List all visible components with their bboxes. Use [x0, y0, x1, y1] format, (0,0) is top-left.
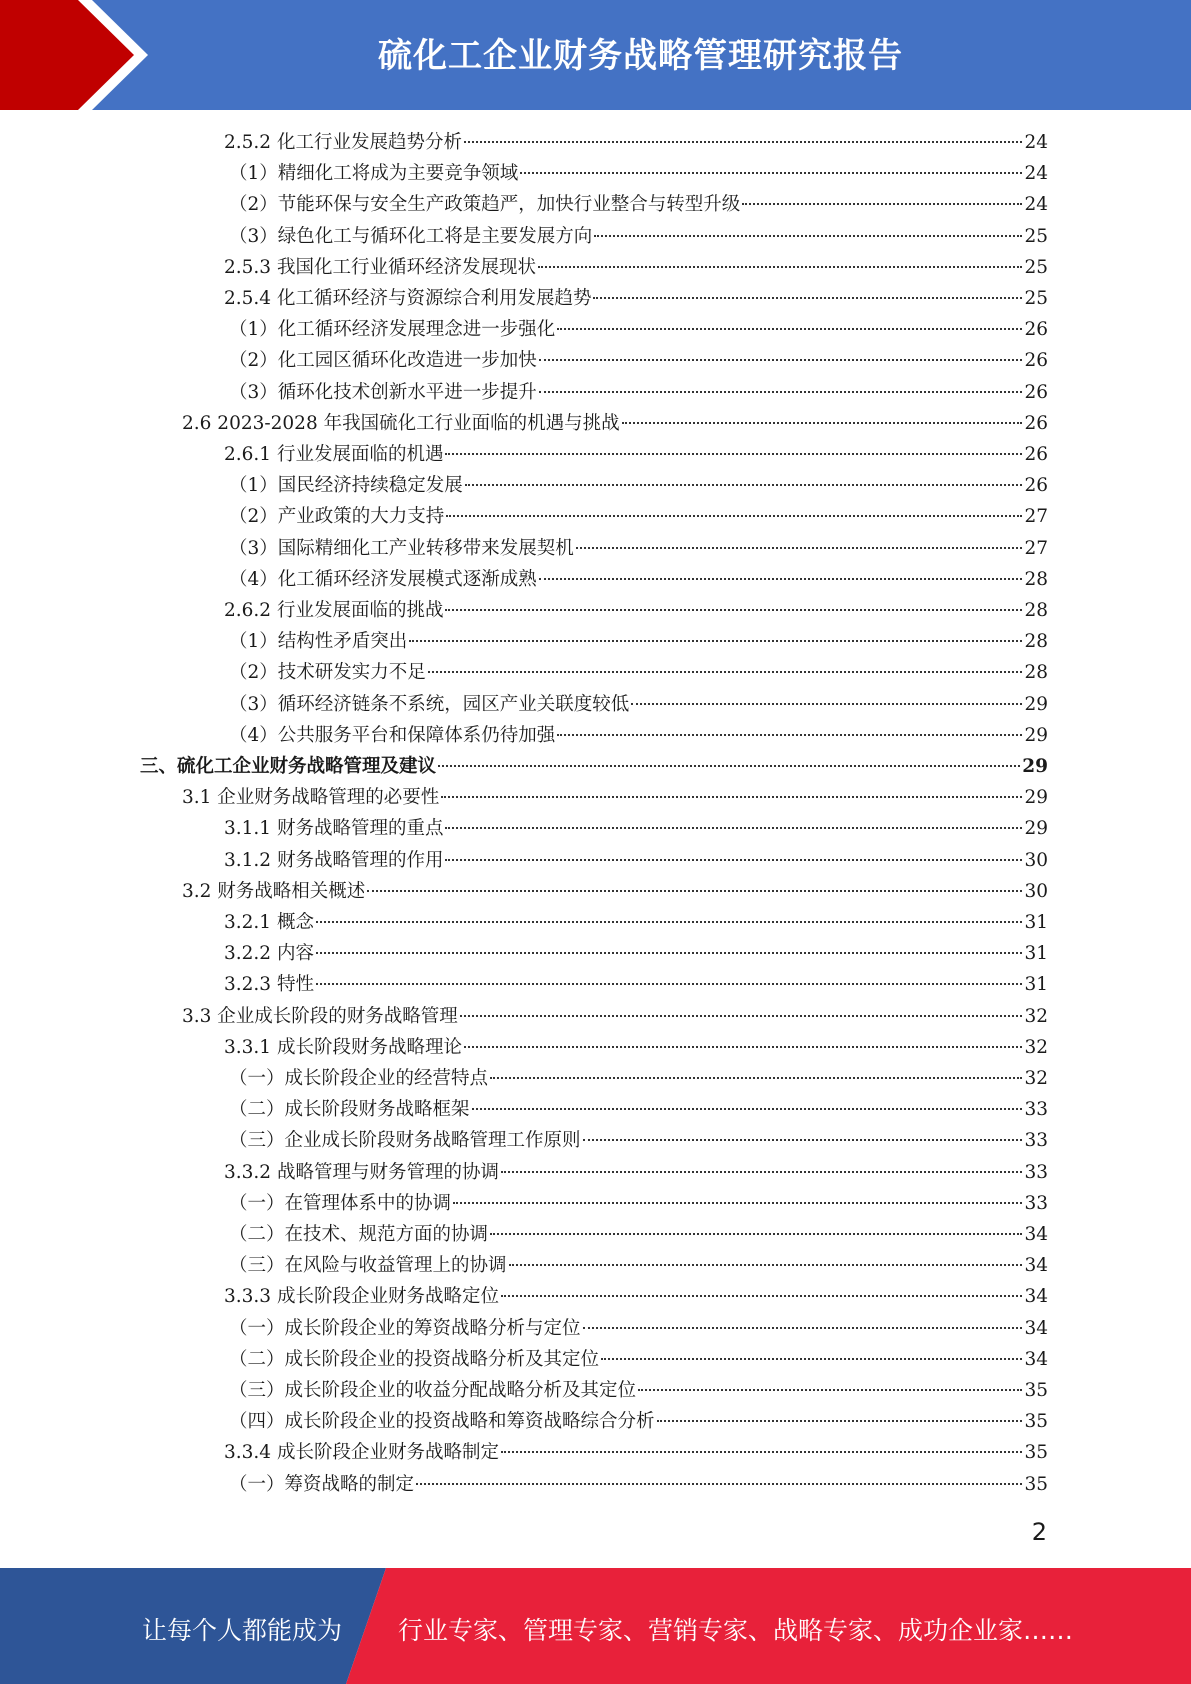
toc-entry-page: 24 — [1024, 163, 1048, 185]
toc-entry-page: 26 — [1024, 381, 1048, 403]
toc-entry-title: （1）精细化工将成为主要竞争领域 — [229, 163, 519, 185]
toc-dot-leader — [445, 609, 1022, 611]
toc-entry-title: 2.5.2 化工行业发展趋势分析 — [224, 132, 462, 153]
toc-dot-leader — [509, 1264, 1023, 1266]
toc-entry-page: 29 — [1024, 693, 1048, 715]
toc-dot-leader — [583, 1139, 1023, 1141]
toc-entry[interactable] — [229, 533, 1048, 564]
toc-entry[interactable] — [229, 564, 1048, 595]
toc-entry[interactable] — [229, 1219, 1048, 1250]
toc-entry-title: （2）化工园区循环化改造进一步加快 — [229, 350, 537, 372]
toc-entry-title: （一）成长阶段企业的经营特点 — [229, 1068, 489, 1089]
toc-entry-title: 3.3.1 成长阶段财务战略理论 — [224, 1036, 462, 1058]
toc-entry[interactable] — [224, 1437, 1048, 1468]
toc-entry-page: 33 — [1024, 1099, 1048, 1121]
toc-entry-page: 34 — [1024, 1224, 1048, 1245]
toc-dot-leader — [583, 1327, 1023, 1329]
toc-entry-page: 32 — [1024, 1068, 1048, 1089]
toc-entry[interactable] — [224, 845, 1048, 876]
toc-entry-title: （3）循环化技术创新水平进一步提升 — [229, 381, 537, 403]
toc-entry[interactable] — [224, 907, 1048, 938]
toc-entry[interactable] — [229, 1406, 1048, 1437]
toc-entry-page: 31 — [1024, 943, 1048, 965]
toc-entry-title: 3.3.4 成长阶段企业财务战略制定 — [224, 1442, 499, 1464]
toc-entry-page: 33 — [1024, 1161, 1048, 1183]
toc-entry-title: （4）公共服务平台和保障体系仍待加强 — [229, 724, 556, 746]
toc-entry-title: （1）结构性矛盾突出 — [229, 631, 408, 653]
toc-entry-page: 33 — [1024, 1192, 1048, 1214]
toc-entry[interactable] — [224, 1157, 1048, 1188]
toc-entry-page: 26 — [1024, 444, 1048, 465]
toc-entry[interactable] — [229, 501, 1048, 532]
toc-entry-title: （4）化工循环经济发展模式逐渐成熟 — [229, 568, 537, 590]
toc-dot-leader — [428, 671, 1023, 673]
toc-dot-leader — [557, 734, 1022, 736]
toc-entry[interactable] — [182, 876, 1048, 907]
toc-entry-title: （三）在风险与收益管理上的协调 — [229, 1255, 507, 1277]
toc-entry[interactable] — [140, 751, 1048, 782]
toc-entry-title: （三）企业成长阶段财务战略管理工作原则 — [229, 1130, 581, 1152]
toc-entry[interactable] — [229, 657, 1048, 688]
toc-dot-leader — [460, 1015, 1023, 1017]
toc-entry[interactable] — [229, 1469, 1048, 1500]
toc-entry-page: 24 — [1024, 132, 1048, 153]
toc-entry-title: （3）绿色化工与循环化工将是主要发展方向 — [229, 225, 593, 247]
toc-dot-leader — [464, 1046, 1022, 1048]
toc-entry-title: （四）成长阶段企业的投资战略和筹资战略综合分析 — [229, 1411, 655, 1433]
toc-entry[interactable] — [229, 626, 1048, 657]
toc-entry-title: （二）在技术、规范方面的协调 — [229, 1224, 489, 1245]
footer-slogan-left: 让每个人都能成为 — [142, 1616, 343, 1645]
toc-entry-page: 29 — [1022, 756, 1048, 777]
toc-entry-title: （3）循环经济链条不系统，园区产业关联度较低 — [229, 693, 630, 715]
toc-entry-page: 28 — [1024, 568, 1048, 590]
toc-entry-page: 34 — [1024, 1286, 1048, 1308]
toc-entry-title: （一）成长阶段企业的筹资战略分析与定位 — [229, 1317, 581, 1339]
toc-entry-title: 2.5.3 我国化工行业循环经济发展现状 — [224, 256, 536, 278]
toc-entry-page: 35 — [1024, 1442, 1048, 1464]
toc-entry-title: （二）成长阶段企业的投资战略分析及其定位 — [229, 1348, 600, 1370]
toc-dot-leader — [316, 983, 1023, 985]
toc-dot-leader — [501, 1295, 1022, 1297]
toc-dot-leader — [490, 1233, 1022, 1235]
toc-entry-title: （1）国民经济持续稳定发展 — [229, 475, 463, 497]
toc-entry-title: （2）节能环保与安全生产政策趋严，加快行业整合与转型升级 — [229, 194, 741, 216]
toc-dot-leader — [367, 890, 1022, 892]
toc-entry-title: 3.2.2 内容 — [224, 943, 314, 965]
toc-entry-title: 3.2.3 特性 — [224, 974, 314, 996]
toc-entry-page: 34 — [1024, 1348, 1048, 1370]
toc-dot-leader — [538, 266, 1022, 268]
toc-entry-page: 30 — [1024, 849, 1048, 871]
page-number: 2 — [1031, 1518, 1047, 1546]
toc-entry[interactable] — [182, 782, 1048, 813]
toc-entry[interactable] — [229, 1344, 1048, 1375]
toc-entry[interactable] — [229, 1375, 1048, 1406]
toc-entry[interactable] — [229, 189, 1048, 220]
toc-entry-title: 2.5.4 化工循环经济与资源综合利用发展趋势 — [224, 288, 592, 309]
toc-entry-title: （1）化工循环经济发展理念进一步强化 — [229, 319, 556, 341]
toc-dot-leader — [601, 1358, 1022, 1360]
toc-entry-title: 3.1.1 财务战略管理的重点 — [224, 818, 444, 840]
toc-dot-leader — [416, 1483, 1022, 1485]
toc-entry-page: 32 — [1024, 1005, 1048, 1027]
toc-entry-page: 28 — [1024, 662, 1048, 684]
toc-entry[interactable] — [229, 689, 1048, 720]
toc-entry-page: 35 — [1024, 1473, 1048, 1495]
toc-entry-page: 27 — [1024, 506, 1048, 528]
toc-dot-leader — [464, 141, 1022, 143]
toc-dot-leader — [539, 391, 1023, 393]
report-title: 硫化工企业财务战略管理研究报告 — [378, 36, 903, 76]
toc-entry[interactable] — [182, 1001, 1048, 1032]
toc-entry-title: （一）在管理体系中的协调 — [229, 1192, 452, 1214]
toc-dot-leader — [539, 359, 1023, 361]
toc-dot-leader — [501, 1451, 1022, 1453]
toc-dot-leader — [472, 1108, 1023, 1110]
toc-entry-page: 33 — [1024, 1130, 1048, 1152]
toc-dot-leader — [638, 1389, 1022, 1391]
toc-entry-title: （2）产业政策的大力支持 — [229, 506, 445, 528]
toc-dot-leader — [453, 1202, 1022, 1204]
toc-entry[interactable] — [224, 813, 1048, 844]
toc-entry[interactable] — [182, 408, 1048, 439]
toc-entry[interactable] — [224, 1032, 1048, 1063]
toc-entry[interactable] — [224, 938, 1048, 969]
toc-entry-title: 2.6 2023-2028 年我国硫化工行业面临的机遇与挑战 — [182, 412, 620, 434]
toc-entry-page: 26 — [1024, 475, 1048, 497]
toc-dot-leader — [445, 827, 1022, 829]
toc-dot-leader — [594, 235, 1022, 237]
toc-dot-leader — [622, 422, 1023, 424]
toc-entry[interactable] — [229, 1063, 1048, 1094]
toc-entry-title: 3.1 企业财务战略管理的必要性 — [182, 787, 440, 809]
toc-entry-page: 34 — [1024, 1255, 1048, 1277]
toc-dot-leader — [539, 578, 1023, 580]
toc-entry-title: 3.2.1 概念 — [224, 912, 314, 933]
footer-slogan-right: 行业专家、管理专家、营销专家、战略专家、成功企业家…… — [398, 1616, 1074, 1645]
toc-entry-page: 28 — [1024, 631, 1048, 653]
toc-entry[interactable] — [224, 252, 1048, 283]
toc-dot-leader — [657, 1420, 1023, 1422]
toc-entry-title: 3.1.2 财务战略管理的作用 — [224, 849, 444, 871]
toc-entry-title: 3.2 财务战略相关概述 — [182, 880, 366, 902]
toc-dot-leader — [316, 921, 1023, 923]
toc-dot-leader — [631, 703, 1022, 705]
toc-entry-page: 29 — [1024, 787, 1048, 809]
toc-entry-page: 26 — [1024, 350, 1048, 372]
toc-dot-leader — [490, 1077, 1022, 1079]
toc-entry-title: （3）国际精细化工产业转移带来发展契机 — [229, 537, 574, 559]
toc-entry[interactable] — [229, 377, 1048, 408]
toc-entry-page: 35 — [1024, 1411, 1048, 1433]
toc-dot-leader — [446, 515, 1022, 517]
toc-entry[interactable] — [224, 1281, 1048, 1312]
toc-entry[interactable] — [229, 470, 1048, 501]
toc-entry-page: 27 — [1024, 537, 1048, 559]
page-footer — [0, 1568, 1191, 1684]
toc-entry-title: 3.3.3 成长阶段企业财务战略定位 — [224, 1286, 499, 1308]
toc-dot-leader — [465, 484, 1023, 486]
toc-dot-leader — [557, 328, 1022, 330]
toc-dot-leader — [441, 796, 1022, 798]
toc-entry-title: （2）技术研发实力不足 — [229, 662, 426, 684]
toc-entry[interactable] — [229, 345, 1048, 376]
toc-entry[interactable] — [229, 1250, 1048, 1281]
toc-dot-leader — [742, 203, 1022, 205]
toc-entry-title: 3.3 企业成长阶段的财务战略管理 — [182, 1005, 458, 1027]
toc-entry-page: 25 — [1024, 225, 1048, 247]
toc-entry[interactable] — [224, 439, 1048, 470]
toc-entry-page: 29 — [1024, 818, 1048, 840]
toc-entry-title: （三）成长阶段企业的收益分配战略分析及其定位 — [229, 1380, 637, 1401]
toc-entry-page: 25 — [1024, 288, 1048, 309]
toc-entry-page: 28 — [1024, 600, 1048, 621]
toc-entry-page: 29 — [1024, 724, 1048, 746]
toc-entry-title: 三、硫化工企业财务战略管理及建议 — [140, 756, 437, 777]
toc-entry-page: 26 — [1024, 412, 1048, 434]
toc-entry-page: 34 — [1024, 1317, 1048, 1339]
toc-entry[interactable] — [229, 1188, 1048, 1219]
toc-dot-leader — [445, 453, 1022, 455]
toc-entry-page: 25 — [1024, 256, 1048, 278]
toc-entry[interactable] — [229, 1094, 1048, 1125]
toc-entry[interactable] — [224, 127, 1048, 158]
toc-entry[interactable] — [224, 283, 1048, 314]
toc-entry-page: 30 — [1024, 880, 1048, 902]
toc-dot-leader — [593, 297, 1022, 299]
toc-entry-page: 26 — [1024, 319, 1048, 341]
toc-entry[interactable] — [224, 595, 1048, 626]
toc-dot-leader — [445, 859, 1022, 861]
toc-entry-page: 32 — [1024, 1036, 1048, 1058]
toc-entry[interactable] — [229, 221, 1048, 252]
toc-entry[interactable] — [229, 1313, 1048, 1344]
toc-entry-title: （一）筹资战略的制定 — [229, 1473, 415, 1495]
toc-entry-title: 3.3.2 战略管理与财务管理的协调 — [224, 1161, 499, 1183]
toc-dot-leader — [520, 172, 1022, 174]
toc-entry-page: 31 — [1024, 912, 1048, 933]
toc-entry-page: 35 — [1024, 1380, 1048, 1401]
toc-dot-leader — [501, 1171, 1022, 1173]
toc-entry[interactable] — [229, 1125, 1048, 1156]
toc-entry[interactable] — [229, 158, 1048, 189]
toc-entry-page: 31 — [1024, 974, 1048, 996]
page-header — [0, 0, 1191, 110]
toc-dot-leader — [438, 765, 1020, 767]
toc-dot-leader — [576, 547, 1023, 549]
toc-entry-title: （二）成长阶段财务战略框架 — [229, 1099, 470, 1121]
toc-entry[interactable] — [224, 969, 1048, 1000]
toc-entry[interactable] — [229, 720, 1048, 751]
toc-dot-leader — [316, 952, 1023, 954]
toc-dot-leader — [409, 640, 1022, 642]
toc-entry-title: 2.6.1 行业发展面临的机遇 — [224, 444, 444, 465]
toc-entry[interactable] — [229, 314, 1048, 345]
toc-entry-page: 24 — [1024, 194, 1048, 216]
toc-entry-title: 2.6.2 行业发展面临的挑战 — [224, 600, 444, 621]
